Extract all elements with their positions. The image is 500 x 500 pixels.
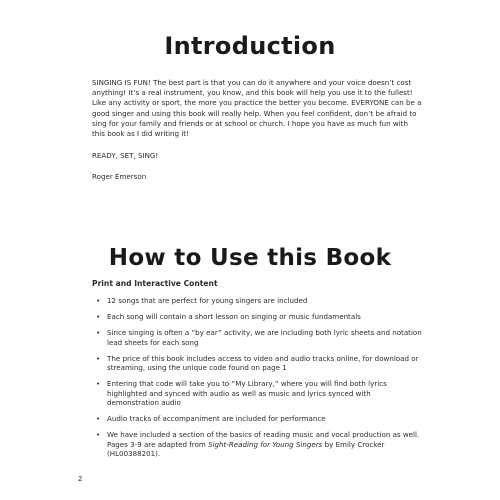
bullet-text-before: We have included a section of the basics of reading music and vocal production as well. Pages 3-9 are adapted from (107, 430, 420, 449)
introduction-paragraph: SINGING IS FUN! The best part is that you can do it anywhere and your voice doesn’t cost anything! It’s a real instrument, you know, and this book will help you use it to the fullest! Like any activity or sport, the more you practice the better you become. EVERYONE can be a good singer and using this book will really help. When you feel confident, don’t be afraid to sing for your family and friends or at school or church. I hope you have as much fun with this book as I did writing it! (92, 78, 422, 139)
author-signature: Roger Emerson (92, 172, 147, 181)
print-interactive-subheading: Print and Interactive Content (92, 279, 218, 288)
bullet-item: • 12 songs that are perfect for young singers are included (92, 296, 422, 306)
bullet-item: • The price of this book includes access to video and audio tracks online, for download or streaming, using the unique code found on page 1 (92, 354, 422, 373)
introduction-heading: Introduction (164, 32, 336, 60)
page-number: 2 (78, 475, 83, 483)
bullet-item: • Audio tracks of accompaniment are included for performance (92, 414, 422, 424)
how-to-use-heading: How to Use this Book (108, 245, 392, 271)
book-title: Sight-Reading for Young Singers (208, 439, 323, 449)
bullet-item: • Entering that code will take you to “My Library,” where you will find both lyrics highlighted and synced with audio as well as music and lyrics synced with demonstration audio (92, 379, 422, 408)
bullet-item: • Each song will contain a short lesson on singing or music fundamentals (92, 312, 422, 322)
feature-bullet-list (92, 296, 422, 465)
bullet-item: • Since singing is often a “by ear” activity, we are including both lyric sheets and notation lead sheets for each song (92, 328, 422, 347)
ready-set-sing-line: READY, SET, SING! (92, 151, 159, 160)
bullet-text-after: by Emily Crocker (HL00388201). (107, 439, 385, 459)
bullet-item (92, 430, 422, 459)
